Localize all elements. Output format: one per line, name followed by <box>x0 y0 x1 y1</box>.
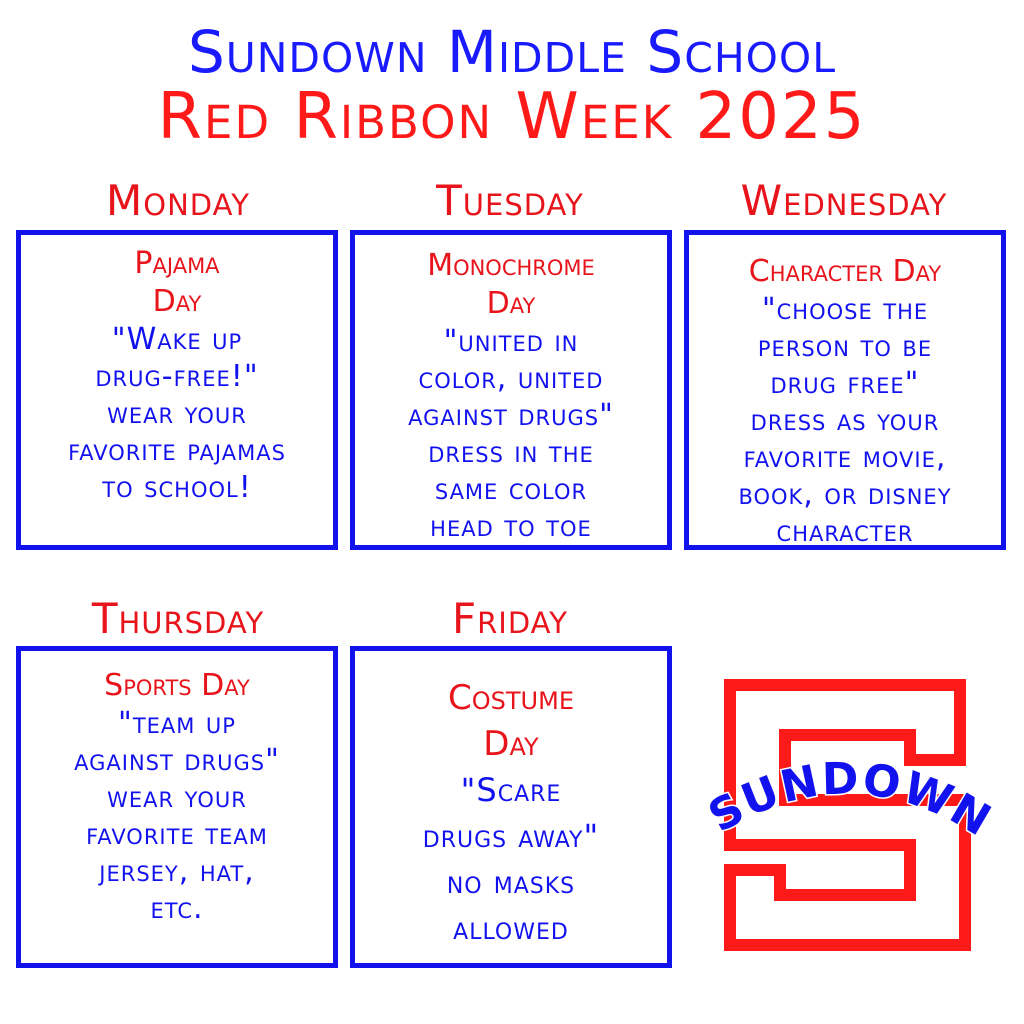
day-theme: Costume Day <box>448 678 574 764</box>
day-theme: Character Day <box>748 254 942 289</box>
event-title: Red Ribbon Week 2025 <box>157 80 867 154</box>
day-description: "Wake up drug-free!" wear your favorite pajamas to school! <box>68 322 286 505</box>
day-label-wednesday: Wednesday <box>740 176 948 225</box>
day-label-friday: Friday <box>452 594 568 643</box>
day-label-monday: Monday <box>106 176 250 225</box>
sundown-logo <box>690 675 1010 955</box>
day-card-friday <box>350 646 672 968</box>
day-label-thursday: Thursday <box>91 594 265 643</box>
day-card-monday <box>16 230 338 550</box>
day-description: "choose the person to be drug free" dress as your favorite movie, book, or disney character <box>738 292 952 549</box>
day-theme: Monochrome Day <box>427 248 595 321</box>
logo-text: SUNDOWN <box>700 753 1001 848</box>
day-label-tuesday: Tuesday <box>436 176 584 225</box>
day-theme: Pajama Day <box>134 246 220 319</box>
day-description: "Scare drugs away" no masks allowed <box>422 771 600 947</box>
day-card-wednesday <box>684 230 1006 550</box>
school-name: Sundown Middle School <box>187 18 837 86</box>
day-description: "united in color, united against drugs" dress in the same color head to toe <box>408 324 614 544</box>
day-card-tuesday <box>350 230 672 550</box>
day-theme: Sports Day <box>104 668 250 703</box>
day-description: "team up against drugs" wear your favorite team jersey, hat, etc. <box>74 706 280 926</box>
day-card-thursday <box>16 646 338 968</box>
